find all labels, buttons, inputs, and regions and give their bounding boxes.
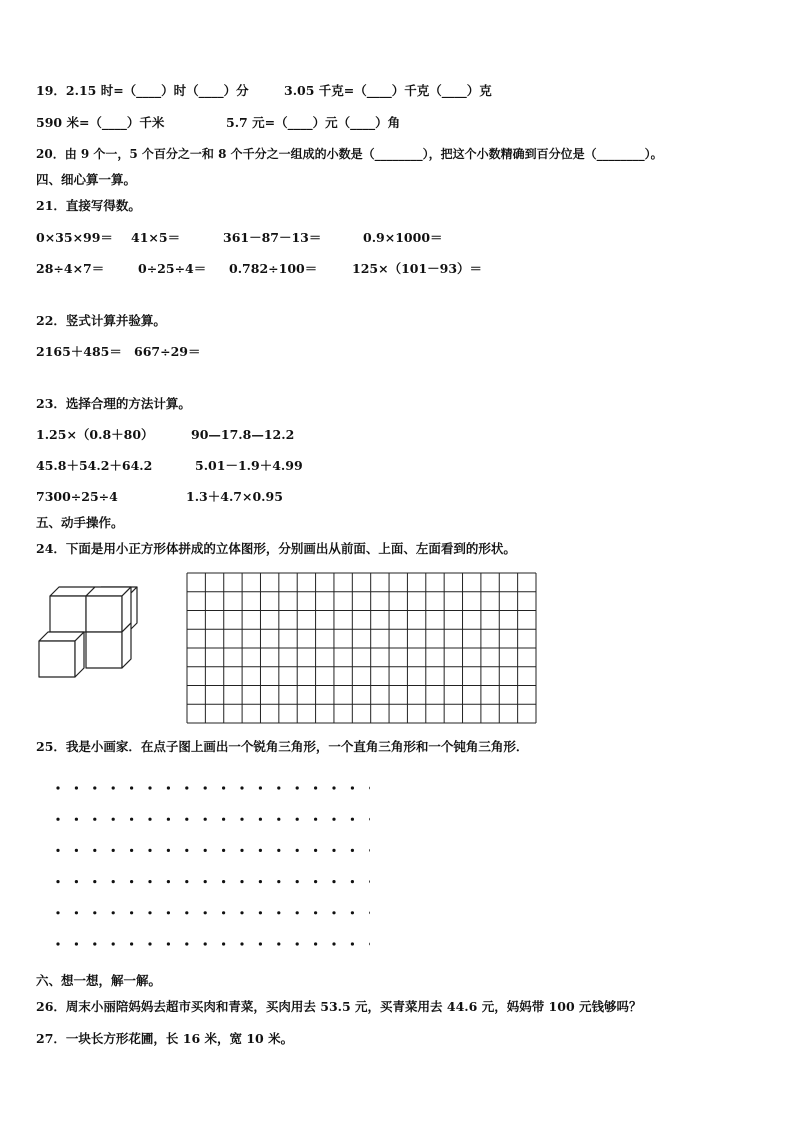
grid-dot[interactable] xyxy=(185,849,188,852)
q23-item: 1.25×（0.8＋80） xyxy=(36,427,154,442)
grid-dot[interactable] xyxy=(369,786,370,789)
section-6-heading: 六、想一想，解一解。 xyxy=(36,973,162,988)
grid-dot[interactable] xyxy=(314,849,317,852)
grid-dot[interactable] xyxy=(56,849,59,852)
grid-dot[interactable] xyxy=(351,942,354,945)
grid-dot[interactable] xyxy=(351,849,354,852)
q21-item: 0.782÷100＝ xyxy=(229,261,318,276)
grid-dot[interactable] xyxy=(332,818,335,821)
grid-dot[interactable] xyxy=(259,880,262,883)
q25-text: 25．我是小画家．在点子图上画出一个锐角三角形，一个直角三角形和一个钝角三角形． xyxy=(36,739,529,754)
q21-item: 0÷25÷4＝ xyxy=(138,261,207,276)
section-4-heading: 四、细心算一算。 xyxy=(36,172,137,187)
grid-dot[interactable] xyxy=(296,849,299,852)
q21-item: 28÷4×7＝ xyxy=(36,261,105,276)
q22-item: 2165＋485＝ xyxy=(36,344,122,359)
q22-item: 667÷29＝ xyxy=(134,344,201,359)
grid-dot[interactable] xyxy=(112,942,115,945)
q21-item: 0.9×1000＝ xyxy=(363,230,443,245)
grid-dot[interactable] xyxy=(332,880,335,883)
q23-item: 90—17.8—12.2 xyxy=(191,427,295,442)
grid-dot[interactable] xyxy=(332,849,335,852)
grid-dot[interactable] xyxy=(240,818,243,821)
grid-dot[interactable] xyxy=(167,849,170,852)
grid-dot[interactable] xyxy=(75,786,78,789)
grid-dot[interactable] xyxy=(369,818,370,821)
grid-dot[interactable] xyxy=(277,849,280,852)
q19-row1-part-a: 19．2.15 时=（____）时（____）分 xyxy=(36,83,249,98)
grid-dot[interactable] xyxy=(332,942,335,945)
grid-dot[interactable] xyxy=(204,786,207,789)
q22-title: 22．竖式计算并验算。 xyxy=(36,313,166,328)
grid-dot[interactable] xyxy=(240,786,243,789)
grid-dot[interactable] xyxy=(75,911,78,914)
grid-dot[interactable] xyxy=(296,880,299,883)
q19-row1-part-b: 3.05 千克=（____）千克（____）克 xyxy=(284,83,492,98)
grid-dot[interactable] xyxy=(130,786,133,789)
grid-dot[interactable] xyxy=(75,849,78,852)
grid-dot[interactable] xyxy=(148,911,151,914)
grid-dot[interactable] xyxy=(56,911,59,914)
q21-item: 0×35×99＝ xyxy=(36,230,113,245)
grid-dot[interactable] xyxy=(222,880,225,883)
grid-dot[interactable] xyxy=(148,942,151,945)
grid-dot[interactable] xyxy=(259,818,262,821)
grid-dot[interactable] xyxy=(167,818,170,821)
grid-dot[interactable] xyxy=(112,849,115,852)
grid-dot[interactable] xyxy=(148,880,151,883)
grid-dot[interactable] xyxy=(204,911,207,914)
grid-dot[interactable] xyxy=(222,911,225,914)
grid-dot[interactable] xyxy=(314,942,317,945)
grid-dot[interactable] xyxy=(130,849,133,852)
grid-dot[interactable] xyxy=(314,911,317,914)
grid-dot[interactable] xyxy=(112,818,115,821)
grid-dot[interactable] xyxy=(93,911,96,914)
answer-grid[interactable] xyxy=(186,572,537,724)
grid-dot[interactable] xyxy=(56,942,59,945)
q21-item: 361－87－13＝ xyxy=(223,230,322,245)
grid-dot[interactable] xyxy=(296,911,299,914)
cube-figure xyxy=(36,583,146,683)
grid-dot[interactable] xyxy=(204,942,207,945)
grid-dot[interactable] xyxy=(240,942,243,945)
grid-dot[interactable] xyxy=(185,911,188,914)
grid-dot[interactable] xyxy=(167,911,170,914)
grid-dot[interactable] xyxy=(296,818,299,821)
grid-dot[interactable] xyxy=(93,818,96,821)
grid-dot[interactable] xyxy=(369,849,370,852)
grid-dot[interactable] xyxy=(259,942,262,945)
grid-dot[interactable] xyxy=(240,849,243,852)
grid-dot[interactable] xyxy=(204,880,207,883)
q24-text: 24．下面是用小正方形体拼成的立体图形，分别画出从前面、上面、左面看到的形状。 xyxy=(36,541,516,556)
grid-dot[interactable] xyxy=(148,818,151,821)
grid-dot[interactable] xyxy=(93,849,96,852)
grid-dot[interactable] xyxy=(351,786,354,789)
q19-row2-part-b: 5.7 元=（____）元（____）角 xyxy=(226,115,401,130)
grid-dot[interactable] xyxy=(222,942,225,945)
q23-item: 45.8＋54.2＋64.2 xyxy=(36,458,153,473)
grid-dot[interactable] xyxy=(185,942,188,945)
grid-dot[interactable] xyxy=(75,818,78,821)
grid-dot[interactable] xyxy=(185,880,188,883)
q21-title: 21．直接写得数。 xyxy=(36,198,141,213)
grid-dot[interactable] xyxy=(351,880,354,883)
grid-dot[interactable] xyxy=(112,786,115,789)
grid-dot[interactable] xyxy=(277,911,280,914)
grid-dot[interactable] xyxy=(112,880,115,883)
grid-dot[interactable] xyxy=(314,880,317,883)
grid-dot[interactable] xyxy=(296,786,299,789)
grid-dot[interactable] xyxy=(93,786,96,789)
grid-dot[interactable] xyxy=(112,911,115,914)
q23-item: 7300÷25÷4 xyxy=(36,489,118,504)
section-5-heading: 五、动手操作。 xyxy=(36,515,124,530)
grid-dot[interactable] xyxy=(332,786,335,789)
grid-dot[interactable] xyxy=(259,849,262,852)
grid-dot[interactable] xyxy=(93,942,96,945)
grid-dot[interactable] xyxy=(185,786,188,789)
grid-dot[interactable] xyxy=(204,849,207,852)
grid-dot[interactable] xyxy=(369,942,370,945)
grid-dot[interactable] xyxy=(56,786,59,789)
grid-dot[interactable] xyxy=(369,911,370,914)
grid-dot[interactable] xyxy=(56,880,59,883)
grid-dot[interactable] xyxy=(369,880,370,883)
grid-dot[interactable] xyxy=(332,911,335,914)
q26-text: 26．周末小丽陪妈妈去超市买肉和青菜，买肉用去 53.5 元，买青菜用去 44.6 元，妈妈带 100 元钱够吗？ xyxy=(36,999,642,1014)
grid-dot[interactable] xyxy=(130,818,133,821)
q21-item: 125×（101－93）＝ xyxy=(352,261,483,276)
grid-dot[interactable] xyxy=(148,786,151,789)
grid-dot[interactable] xyxy=(75,880,78,883)
grid-dot[interactable] xyxy=(130,942,133,945)
grid-dot[interactable] xyxy=(351,818,354,821)
grid-dot[interactable] xyxy=(222,818,225,821)
grid-dot[interactable] xyxy=(130,880,133,883)
grid-dot[interactable] xyxy=(167,942,170,945)
grid-dot[interactable] xyxy=(351,911,354,914)
q21-item: 41×5＝ xyxy=(131,230,181,245)
grid-dot[interactable] xyxy=(130,911,133,914)
q23-item: 1.3＋4.7×0.95 xyxy=(186,489,283,504)
grid-dot[interactable] xyxy=(148,849,151,852)
q27-text: 27．一块长方形花圃，长 16 米，宽 10 米。 xyxy=(36,1031,294,1046)
grid-dot[interactable] xyxy=(277,880,280,883)
grid-dot[interactable] xyxy=(56,818,59,821)
q23-item: 5.01－1.9＋4.99 xyxy=(195,458,303,473)
grid-dot[interactable] xyxy=(222,849,225,852)
q19-row2-part-a: 590 米=（____）千米 xyxy=(36,115,165,130)
grid-dot[interactable] xyxy=(259,911,262,914)
grid-dot[interactable] xyxy=(240,911,243,914)
grid-dot[interactable] xyxy=(314,818,317,821)
grid-dot[interactable] xyxy=(185,818,188,821)
grid-dot[interactable] xyxy=(222,786,225,789)
q23-title: 23．选择合理的方法计算。 xyxy=(36,396,191,411)
grid-dot[interactable] xyxy=(314,786,317,789)
dot-grid[interactable] xyxy=(50,780,370,950)
grid-dot[interactable] xyxy=(240,880,243,883)
q20-text: 20．由 9 个一，5 个百分之一和 8 个千分之一组成的小数是（________），把这个小数精确到百分位是（________）。 xyxy=(36,147,663,161)
grid-dot[interactable] xyxy=(296,942,299,945)
grid-dot[interactable] xyxy=(277,818,280,821)
grid-dot[interactable] xyxy=(167,786,170,789)
grid-dot[interactable] xyxy=(93,880,96,883)
grid-dot[interactable] xyxy=(277,942,280,945)
grid-dot[interactable] xyxy=(167,880,170,883)
grid-dot[interactable] xyxy=(259,786,262,789)
grid-dot[interactable] xyxy=(75,942,78,945)
grid-dot[interactable] xyxy=(204,818,207,821)
grid-dot[interactable] xyxy=(277,786,280,789)
